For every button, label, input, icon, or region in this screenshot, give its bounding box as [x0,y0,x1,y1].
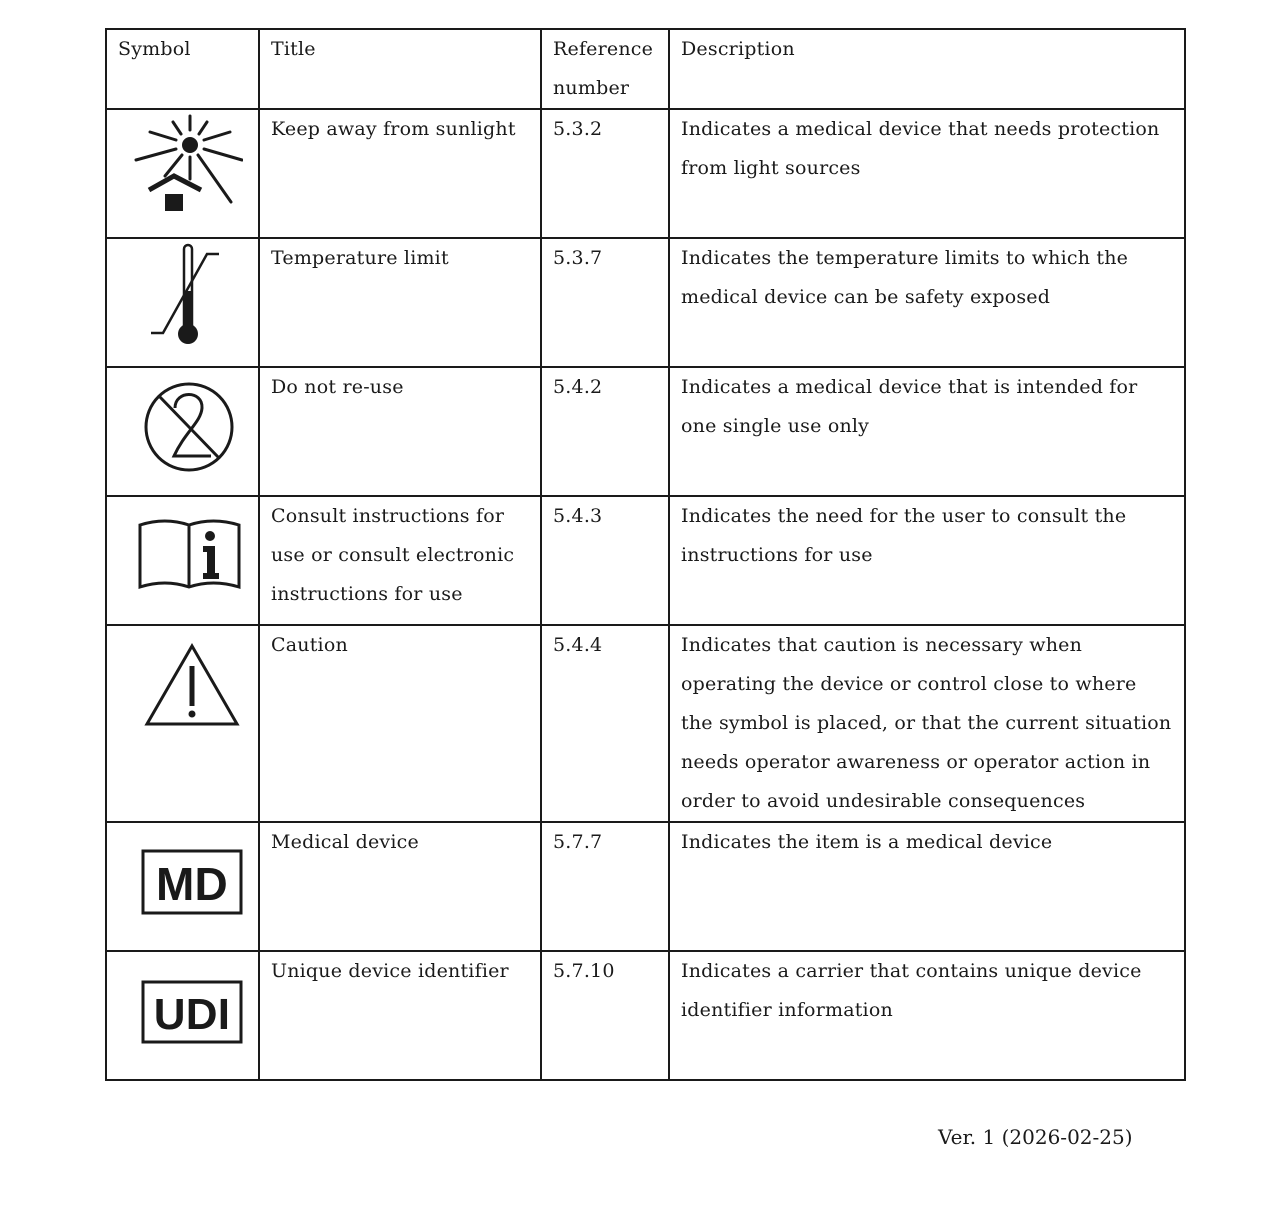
reference-cell: 5.4.3 [541,496,669,625]
symbol-cell [106,109,259,238]
header-description: Description [669,29,1185,109]
title-cell: Caution [259,625,541,822]
header-symbol: Symbol [106,29,259,109]
title-cell: Keep away from sunlight [259,109,541,238]
table-row [106,238,1185,367]
do-not-reuse-icon [123,368,243,488]
version-footer: Ver. 1 (2026-02-25) [938,1125,1133,1149]
reference-cell: 5.3.7 [541,238,669,367]
description-cell: Indicates a medical device that is intended for one single use only [669,367,1185,496]
symbol-cell [106,625,259,822]
symbol-cell [106,367,259,496]
unique-device-identifier-icon [123,952,243,1072]
symbol-cell [106,496,259,625]
keep-away-from-sunlight-icon [123,110,243,230]
table-header-row [106,29,1185,109]
udi-icon-text: UDI [153,990,230,1039]
table-row [106,109,1185,238]
symbol-cell [106,238,259,367]
description-cell: Indicates the temperature limits to which the medical device can be safety exposed [669,238,1185,367]
table-row [106,625,1185,822]
title-cell: Consult instructions for use or consult electronic instructions for use [259,496,541,625]
header-title: Title [259,29,541,109]
symbol-cell [106,951,259,1080]
symbols-table [105,28,1186,1081]
table-row [106,367,1185,496]
temperature-limit-icon [123,239,243,359]
reference-cell: 5.7.10 [541,951,669,1080]
description-cell: Indicates a carrier that contains unique device identifier information [669,951,1185,1080]
md-icon-text: MD [155,858,228,910]
description-cell: Indicates a medical device that needs protection from light sources [669,109,1185,238]
reference-cell: 5.4.2 [541,367,669,496]
description-cell: Indicates that caution is necessary when operating the device or control close to where the symbol is placed, or that the current situation needs operator awareness or operator action in order to avoid undesirable consequences [669,625,1185,822]
consult-instructions-icon [123,497,243,617]
caution-icon [123,626,243,746]
header-reference-number: Reference number [541,29,669,109]
symbol-cell [106,822,259,951]
description-cell: Indicates the need for the user to consult the instructions for use [669,496,1185,625]
table-row [106,822,1185,951]
reference-cell: 5.7.7 [541,822,669,951]
table-row [106,496,1185,625]
title-cell: Temperature limit [259,238,541,367]
title-cell: Unique device identifier [259,951,541,1080]
reference-cell: 5.3.2 [541,109,669,238]
table-row [106,951,1185,1080]
description-cell: Indicates the item is a medical device [669,822,1185,951]
reference-cell: 5.4.4 [541,625,669,822]
medical-device-icon [123,823,243,943]
title-cell: Do not re-use [259,367,541,496]
title-cell: Medical device [259,822,541,951]
